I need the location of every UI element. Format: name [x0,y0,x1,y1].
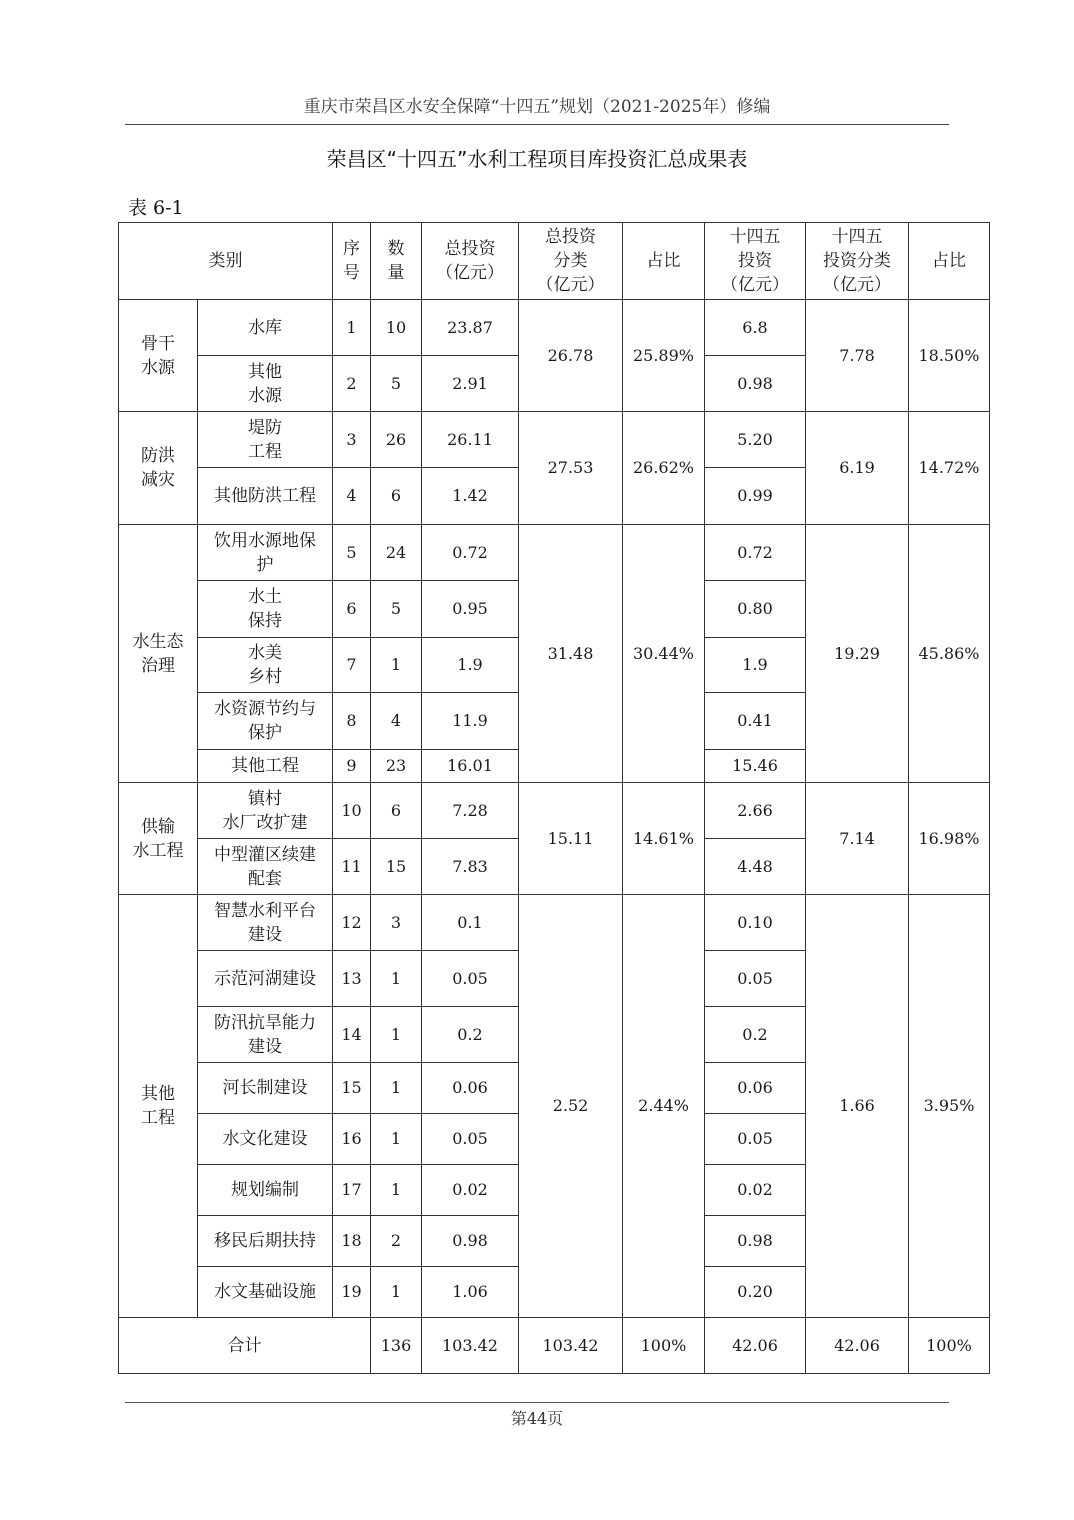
count-cell: 5 [371,581,422,638]
investment-cell: 0.95 [422,581,519,638]
subcategory-cell: 其他工程 [198,750,333,783]
plan-class-cell: 1.66 [806,895,909,1318]
total-invest-class-cell: 103.42 [519,1318,623,1374]
plan-investment-cell: 2.66 [705,783,806,839]
header-rule [125,124,949,125]
investment-cell: 11.9 [422,693,519,750]
subcategory-cell: 堤防 工程 [198,412,333,468]
subcategory-cell: 示范河湖建设 [198,951,333,1007]
plan-investment-cell: 0.06 [705,1063,806,1114]
ratio-cell: 14.61% [623,783,705,895]
subcategory-cell: 防汛抗旱能力 建设 [198,1007,333,1063]
plan-ratio-cell: 14.72% [909,412,990,525]
total-row [119,1318,990,1374]
count-cell: 6 [371,468,422,525]
seq-cell: 8 [333,693,371,750]
plan-investment-cell: 0.99 [705,468,806,525]
plan-ratio-cell: 45.86% [909,525,990,783]
ratio-cell: 2.44% [623,895,705,1318]
plan-class-cell: 6.19 [806,412,909,525]
seq-cell: 1 [333,300,371,356]
table-title: 荣昌区“十四五”水利工程项目库投资汇总成果表 [326,147,748,171]
plan-investment-cell: 0.80 [705,581,806,638]
seq-cell: 5 [333,525,371,581]
seq-cell: 10 [333,783,371,839]
investment-cell: 0.02 [422,1165,519,1216]
page-number: 第44页 [510,1409,564,1428]
ratio-cell: 30.44% [623,525,705,783]
seq-cell: 19 [333,1267,371,1318]
plan-investment-cell: 0.05 [705,951,806,1007]
seq-cell: 14 [333,1007,371,1063]
investment-cell: 26.11 [422,412,519,468]
plan-investment-cell: 6.8 [705,300,806,356]
subcategory-cell: 其他防洪工程 [198,468,333,525]
count-cell: 1 [371,1267,422,1318]
subcategory-cell: 水土 保持 [198,581,333,638]
header-plan-investment: 十四五 投资 （亿元） [705,223,806,300]
subcategory-cell: 水资源节约与 保护 [198,693,333,750]
header-row [119,223,990,300]
seq-cell: 17 [333,1165,371,1216]
header-plan-ratio: 占比 [909,223,990,300]
count-cell: 26 [371,412,422,468]
plan-investment-cell: 0.98 [705,356,806,412]
seq-cell: 4 [333,468,371,525]
subcategory-cell: 移民后期扶持 [198,1216,333,1267]
table-number-label: 表 6-1 [128,197,184,219]
subcategory-cell: 饮用水源地保 护 [198,525,333,581]
total-plan-ratio-cell: 100% [909,1318,990,1374]
investment-cell: 0.1 [422,895,519,951]
investment-cell: 1.9 [422,638,519,693]
plan-investment-cell: 0.41 [705,693,806,750]
investment-summary-table [118,222,990,1374]
count-cell: 1 [371,1063,422,1114]
investment-cell: 0.98 [422,1216,519,1267]
count-cell: 24 [371,525,422,581]
seq-cell: 9 [333,750,371,783]
plan-investment-cell: 4.48 [705,839,806,895]
investment-cell: 0.06 [422,1063,519,1114]
investment-cell: 7.83 [422,839,519,895]
subcategory-cell: 河长制建设 [198,1063,333,1114]
total-ratio-cell: 100% [623,1318,705,1374]
plan-investment-cell: 0.98 [705,1216,806,1267]
investment-cell: 16.01 [422,750,519,783]
ratio-cell: 25.89% [623,300,705,412]
count-cell: 3 [371,895,422,951]
count-cell: 5 [371,356,422,412]
seq-cell: 12 [333,895,371,951]
plan-investment-cell: 0.02 [705,1165,806,1216]
count-cell: 23 [371,750,422,783]
total-invest-cell: 103.42 [422,1318,519,1374]
count-cell: 1 [371,638,422,693]
count-cell: 6 [371,783,422,839]
plan-investment-cell: 0.20 [705,1267,806,1318]
plan-class-cell: 7.14 [806,783,909,895]
plan-class-cell: 19.29 [806,525,909,783]
header-total-investment: 总投资 （亿元） [422,223,519,300]
header-plan-investment-by-class: 十四五 投资分类 （亿元） [806,223,909,300]
header-seq: 序 号 [333,223,371,300]
seq-cell: 7 [333,638,371,693]
seq-cell: 11 [333,839,371,895]
plan-ratio-cell: 16.98% [909,783,990,895]
header-category: 类别 [119,223,333,300]
plan-investment-cell: 5.20 [705,412,806,468]
plan-investment-cell: 0.72 [705,525,806,581]
count-cell: 4 [371,693,422,750]
total-label-cell: 合计 [119,1318,371,1374]
subcategory-cell: 智慧水利平台 建设 [198,895,333,951]
subcategory-cell: 水库 [198,300,333,356]
investment-class-cell: 26.78 [519,300,623,412]
running-header: 重庆市荣昌区水安全保障“十四五”规划（2021-2025年）修编 [303,97,771,117]
subcategory-cell: 其他 水源 [198,356,333,412]
count-cell: 15 [371,839,422,895]
investment-class-cell: 15.11 [519,783,623,895]
category-cell: 水生态 治理 [119,525,198,783]
investment-class-cell: 31.48 [519,525,623,783]
plan-investment-cell: 0.05 [705,1114,806,1165]
investment-cell: 7.28 [422,783,519,839]
plan-class-cell: 7.78 [806,300,909,412]
header-investment-by-class: 总投资 分类 （亿元） [519,223,623,300]
table-row [119,783,990,839]
subcategory-cell: 水文化建设 [198,1114,333,1165]
investment-cell: 1.06 [422,1267,519,1318]
subcategory-cell: 镇村 水厂改扩建 [198,783,333,839]
count-cell: 1 [371,1165,422,1216]
plan-investment-cell: 15.46 [705,750,806,783]
category-cell: 供输 水工程 [119,783,198,895]
seq-cell: 13 [333,951,371,1007]
footer-rule [125,1402,949,1403]
investment-cell: 0.05 [422,1114,519,1165]
seq-cell: 6 [333,581,371,638]
table-row [119,300,990,356]
investment-class-cell: 2.52 [519,895,623,1318]
ratio-cell: 26.62% [623,412,705,525]
plan-investment-cell: 0.2 [705,1007,806,1063]
category-cell: 骨干 水源 [119,300,198,412]
category-cell: 其他 工程 [119,895,198,1318]
investment-cell: 1.42 [422,468,519,525]
header-count: 数 量 [371,223,422,300]
count-cell: 1 [371,1114,422,1165]
table-row [119,412,990,468]
investment-cell: 23.87 [422,300,519,356]
count-cell: 1 [371,951,422,1007]
seq-cell: 18 [333,1216,371,1267]
count-cell: 2 [371,1216,422,1267]
count-cell: 1 [371,1007,422,1063]
count-cell: 10 [371,300,422,356]
total-count-cell: 136 [371,1318,422,1374]
investment-cell: 2.91 [422,356,519,412]
subcategory-cell: 水美 乡村 [198,638,333,693]
seq-cell: 2 [333,356,371,412]
subcategory-cell: 规划编制 [198,1165,333,1216]
subcategory-cell: 中型灌区续建 配套 [198,839,333,895]
investment-cell: 0.05 [422,951,519,1007]
investment-class-cell: 27.53 [519,412,623,525]
plan-ratio-cell: 18.50% [909,300,990,412]
seq-cell: 15 [333,1063,371,1114]
table-row [119,525,990,581]
category-cell: 防洪 减灾 [119,412,198,525]
subcategory-cell: 水文基础设施 [198,1267,333,1318]
investment-cell: 0.72 [422,525,519,581]
plan-ratio-cell: 3.95% [909,895,990,1318]
plan-investment-cell: 1.9 [705,638,806,693]
table-row [119,895,990,951]
header-ratio: 占比 [623,223,705,300]
investment-cell: 0.2 [422,1007,519,1063]
total-plan-class-cell: 42.06 [806,1318,909,1374]
total-plan-invest-cell: 42.06 [705,1318,806,1374]
table-body [119,223,990,1374]
seq-cell: 3 [333,412,371,468]
seq-cell: 16 [333,1114,371,1165]
plan-investment-cell: 0.10 [705,895,806,951]
